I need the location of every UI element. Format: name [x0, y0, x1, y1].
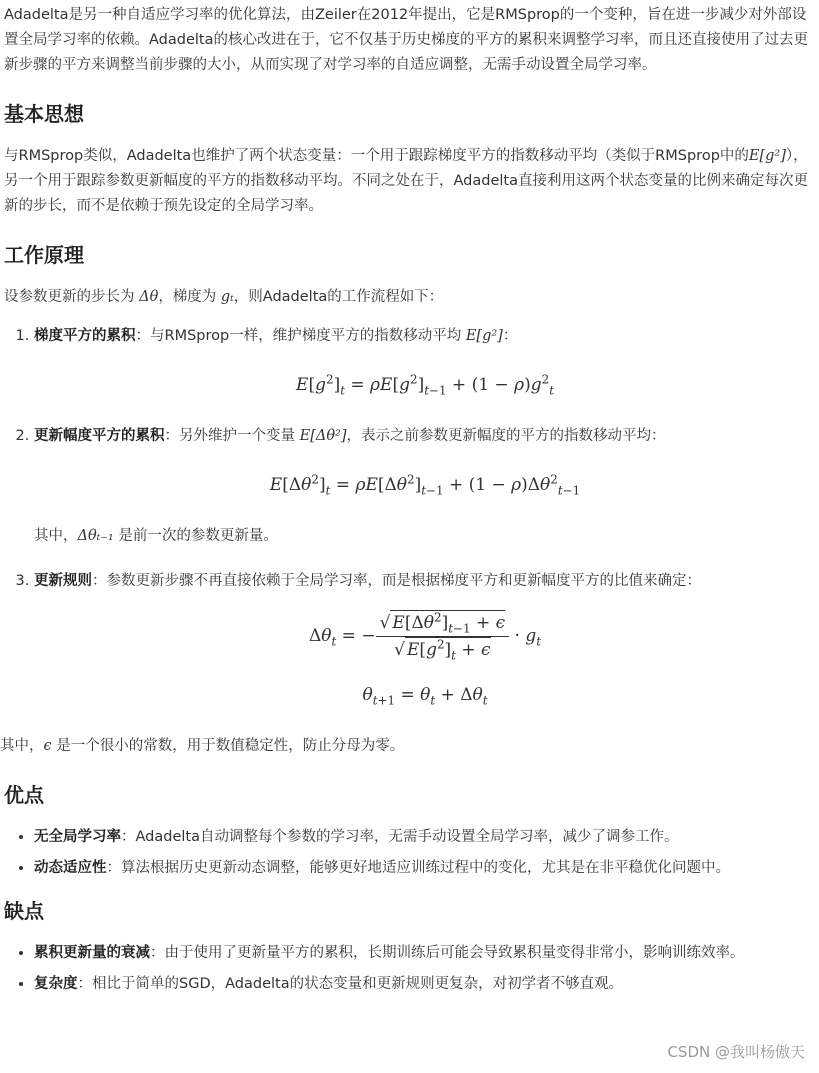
- cons-item-title: 累积更新量的衰减: [34, 945, 150, 961]
- step-1-math: E[g²]: [465, 328, 503, 344]
- pros-item-title: 动态适应性: [34, 860, 107, 876]
- epsilon-note: [0, 734, 816, 759]
- pros-item-text: ：算法根据历史更新动态调整，能够更好地适应训练过程中的变化，尤其是在非平稳优化问题中。: [106, 860, 730, 876]
- step-1-end: ：: [502, 328, 518, 344]
- formula-eg2: $E[g^2]_t = \rho E[g^2]_{t-1} + (1 - \rho)g^2_t$: [296, 372, 554, 398]
- cons-list: [4, 941, 816, 997]
- heading-basic-idea: 基本思想: [4, 102, 84, 126]
- step-2-text2: ，表示之前参数更新幅度的平方的指数移动平均：: [346, 428, 666, 444]
- formula-update-rule: $\Delta\theta_t$ = − $\frac{√ E[\Delta\theta^2]_{t-1} + \epsilon}{√ E[g^2]_t + \epsilon}$ · $g_t$: [308, 610, 542, 663]
- step-2: [34, 424, 816, 549]
- step-2-math: E[Δθ²]: [299, 428, 347, 444]
- formula-edtheta: $E[\Delta\theta^2]_t = \rho E[\Delta\theta^2]_{t-1} + (1 - \rho)\Delta\theta^2_{t-1}$: [269, 472, 581, 498]
- step-2-note-b: 是前一次的参数更新量。: [113, 528, 278, 544]
- step-1-title: 梯度平方的累积: [34, 328, 136, 344]
- lead-math-delta: Δθ: [139, 289, 159, 305]
- cons-item-title: 复杂度: [34, 976, 78, 992]
- basic-idea-text-b: ），另一个用于跟踪参数更新幅度的平方的指数移动平均。不同之处在于，Adadelta直接利用这两个状态变量的比例来确定每次更新的步长，而不是依赖于预先设定的全局学习率。: [4, 148, 808, 214]
- step-2-title: 更新幅度平方的累积: [34, 428, 165, 444]
- epsilon-math: ϵ: [43, 738, 52, 754]
- step-2-text: ：另外维护一个变量: [164, 428, 300, 444]
- cons-item: [34, 972, 816, 997]
- basic-idea-math: E[g²]: [748, 148, 786, 164]
- article: [0, 3, 816, 1013]
- step-3-title: 更新规则: [34, 573, 92, 589]
- lead-math-g: gₜ: [220, 289, 234, 305]
- pros-list: [4, 825, 816, 881]
- cons-item-text: ：相比于简单的SGD，Adadelta的状态变量和更新规则更复杂，对初学者不够直观。: [77, 976, 624, 992]
- pros-item: [34, 856, 816, 881]
- principle-lead: [4, 285, 816, 310]
- heading-pros: 优点: [4, 783, 44, 807]
- basic-idea-text-a: 与RMSprop类似，Adadelta也维护了两个状态变量：一个用于跟踪梯度平方的指数移动平均（类似于RMSprop中的: [4, 148, 749, 164]
- pros-item-text: ：Adadelta自动调整每个参数的学习率，无需手动设置全局学习率，减少了调参工作。: [121, 829, 679, 845]
- cons-item: [34, 941, 816, 966]
- steps-list: [4, 324, 816, 708]
- step-1: [34, 324, 816, 398]
- formula-theta-update: $\theta_{t+1} = \theta_t + \Delta\theta_t$: [362, 685, 488, 708]
- lead-text-a: 设参数更新的步长为: [4, 289, 140, 305]
- intro-paragraph: Adadelta是另一种自适应学习率的优化算法，由Zeiler在2012年提出，它是RMSprop的一个变种，旨在进一步减少对外部设置全局学习率的依赖。Adadelta的核心改进在于，它不仅基于历史梯度的平方的累积来调整学习率，而且还直接使用了过去更新步骤的平方来调整当前步骤的大小，从而实现了对学习率的自适应调整，无需手动设置全局学习率。: [4, 7, 808, 73]
- step-3: [34, 569, 816, 708]
- step-1-text: ：与RMSprop一样，维护梯度平方的指数移动平均: [135, 328, 466, 344]
- step-2-note-a: 其中，: [34, 528, 78, 544]
- heading-principle: 工作原理: [4, 243, 84, 267]
- lead-text-c: ，则Adadelta的工作流程如下：: [233, 289, 444, 305]
- pros-item: [34, 825, 816, 850]
- csdn-watermark: CSDN @我叫杨傲天: [667, 1043, 805, 1061]
- epsilon-a: 其中，: [0, 738, 44, 754]
- step-2-note-math: Δθₜ₋₁: [77, 528, 114, 544]
- cons-item-text: ：由于使用了更新量平方的累积，长期训练后可能会导致累积量变得非常小，影响训练效率。: [150, 945, 745, 961]
- step-3-text: ：参数更新步骤不再直接依赖于全局学习率，而是根据梯度平方和更新幅度平方的比值来确定：: [92, 573, 701, 589]
- step-2-note: [34, 524, 816, 549]
- basic-idea-paragraph: [4, 144, 816, 219]
- heading-cons: 缺点: [4, 899, 44, 923]
- epsilon-b: 是一个很小的常数，用于数值稳定性，防止分母为零。: [51, 738, 405, 754]
- pros-item-title: 无全局学习率: [34, 829, 121, 845]
- lead-text-b: ，梯度为: [158, 289, 221, 305]
